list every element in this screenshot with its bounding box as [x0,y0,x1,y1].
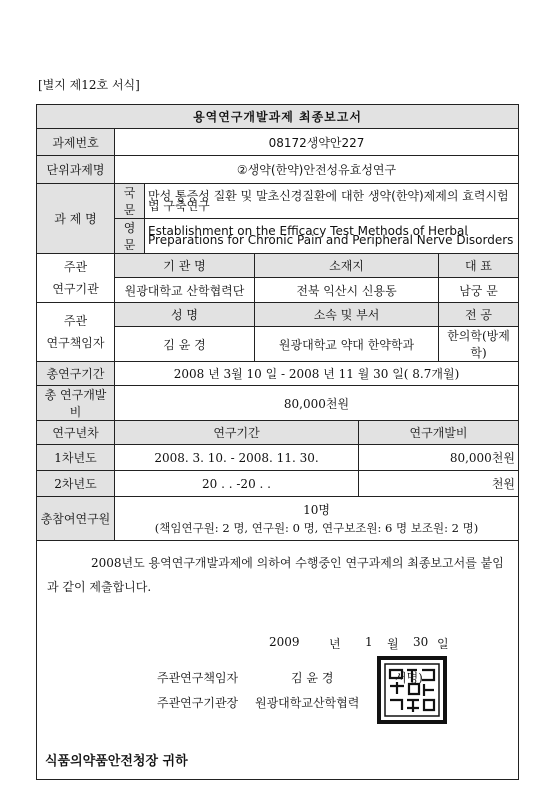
org-rep-header: 대 표 [439,254,519,278]
year-1-label: 1차년도 [37,445,115,471]
date-month: 1 [365,635,373,649]
project-no-label: 과제번호 [37,129,115,156]
year-1-period: 2008. 3. 10. - 2008. 11. 30. [115,445,359,471]
project-name-label: 과 제 명 [37,184,115,254]
org-rep: 남궁 문 [439,278,519,303]
form-title: 용역연구개발과제 최종보고서 [37,105,519,129]
pi-label-2: 연구책임자 [46,336,105,350]
signer2-name: 원광대학교산학협력 [255,696,360,710]
signer2-label: 주관연구기관장 [157,696,239,710]
date-day: 30 [413,635,429,649]
signer1-name: 김 윤 경 [291,671,334,685]
researchers-detail: (책임연구원: 2 명, 연구원: 0 명, 연구보조원: 6 명 보조원: 2 명) [154,520,479,535]
official-seal-icon [377,656,447,724]
host-org-label-2: 연구기관 [52,282,99,296]
total-budget-value: 80,000천원 [115,386,519,421]
kr-label: 국문 [115,184,145,219]
period-header: 연구기간 [115,421,359,445]
pi-name: 김 윤 경 [115,327,255,362]
pi-dept: 원광대학교 약대 한약학과 [255,327,439,362]
total-period-value: 2008 년 3월 10 일 - 2008 년 11 월 30 일( 8.7개월) [115,362,519,386]
project-no-value: 08172생약안227 [115,129,519,156]
date-year-unit: 년 [329,637,341,651]
budget-header: 연구개발비 [359,421,519,445]
unit-project-label: 단위과제명 [37,156,115,184]
org-location: 전북 익산시 신용동 [255,278,439,303]
org-name: 원광대학교 산학협력단 [115,278,255,303]
researchers-cell [115,497,519,541]
year-header: 연구년차 [37,421,115,445]
total-budget-label: 총 연구개발비 [37,386,115,421]
signature-area [37,541,518,779]
year-2-period: 20 . . -20 . . [115,471,359,497]
en-project-name: Establishment on the Efficacy Test Methods of Herbal Preparations for Chronic Pain and Peripheral Nerve Disorders [145,219,519,254]
date-year: 2009 [269,635,300,649]
pi-label-1: 주관 [63,314,88,328]
signer1-sign: 서명) [395,671,423,685]
form-label: [별지 제12호 서식] [38,78,140,92]
year-2-label: 2차년도 [37,471,115,497]
date-day-unit: 일 [437,637,449,651]
host-org-label [37,254,115,303]
date-month-unit: 월 [387,637,399,651]
report-form [36,104,519,780]
statement-cell [37,541,519,780]
recipient: 식품의약품안전청장 귀하 [45,754,188,769]
pi-dept-header: 소속 및 부서 [255,303,439,327]
en-label: 영문 [115,219,145,254]
pi-label [37,303,115,362]
host-org-label-1: 주관 [63,260,88,274]
statement-text: 2008년도 용역연구개발과제에 의하여 수행중인 연구과제의 최종보고서를 붙임과 같이 제출합니다. [47,556,504,594]
pi-major-header: 전 공 [439,303,519,327]
researchers-total: 10명 [303,502,330,517]
signer1-label: 주관연구책임자 [157,671,239,685]
pi-name-header: 성 명 [115,303,255,327]
unit-project-value: ②생약(한약)안전성유효성연구 [115,156,519,184]
year-1-budget: 80,000천원 [359,445,519,471]
year-2-budget: 천원 [359,471,519,497]
org-location-header: 소재지 [255,254,439,278]
total-period-label: 총연구기간 [37,362,115,386]
org-name-header: 기 관 명 [115,254,255,278]
researchers-label: 총참여연구원 [37,497,115,541]
kr-project-name: 만성 통증성 질환 및 말초신경질환에 대한 생약(한약)제제의 효력시험법 구축연구 [145,184,519,219]
pi-major: 한의학(방제학) [439,327,519,362]
